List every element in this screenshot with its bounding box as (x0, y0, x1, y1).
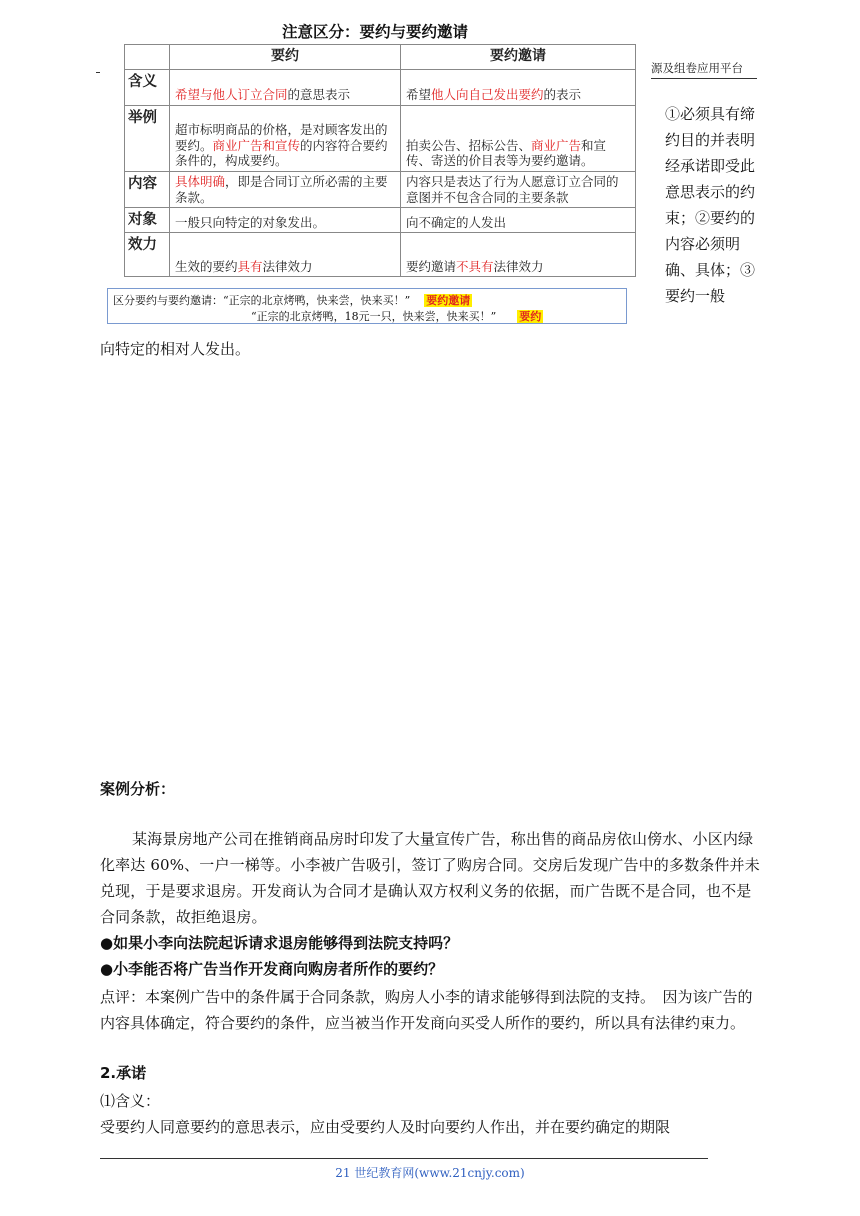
comparison-row (125, 172, 636, 208)
column-header-invitation: 要约邀请 (401, 45, 636, 70)
cell-text-segment: 的表示 (543, 87, 582, 103)
example-tag-offer: 要约 (519, 310, 542, 323)
cell-text-segment: 商业广告和宣传 (212, 137, 301, 153)
offer-vs-invitation-figure (99, 14, 651, 324)
comparison-row (125, 70, 636, 106)
cell-text-segment: 的意思表示 (287, 87, 351, 103)
column-header-offer: 要约 (170, 45, 401, 70)
comparison-table (124, 44, 636, 277)
corner-cell (125, 45, 170, 70)
cell-text-segment: 生效的要约 (175, 258, 238, 274)
case-commentary: 点评：本案例广告中的条件属于合同条款，购房人小李的请求能够得到法院的支持。 因为该广告的内容具体确定，符合要约的条件，应当被当作开发商向买受人所作的要约，所以具有法律约束力。 (100, 988, 753, 1032)
row-label: 效力 (125, 233, 170, 277)
offer-cell (170, 70, 401, 106)
invitation-cell (401, 70, 636, 106)
cell-text-segment: 法律效力 (493, 258, 544, 274)
cell-text-segment: 不具有 (456, 258, 494, 274)
cell-text-segment: 拍卖公告、招标公告、 (406, 137, 532, 153)
cell-text-segment: 他人向自己发出要约 (431, 87, 544, 103)
section-heading-acceptance: 2.承诺 (100, 1064, 147, 1082)
case-analysis-heading: 案例分析： (100, 780, 176, 798)
row-label: 举例 (125, 106, 170, 172)
cell-text-segment: 具体明确 (175, 174, 226, 189)
example-line-2: “正宗的北京烤鸭，18元一只，快来尝，快来买！” (251, 310, 497, 323)
offer-cell (170, 208, 401, 233)
comparison-row (125, 233, 636, 277)
cell-text-segment: 的内容符合要约条件的，构成要约。 (175, 137, 388, 169)
page-header-text: 源及组卷应用平台 (651, 61, 743, 75)
invitation-cell (401, 172, 636, 208)
cell-text-segment: 具有 (237, 258, 263, 274)
offer-cell (170, 106, 401, 172)
cell-text-segment: ，即是合同订立所必需的主要条款。 (175, 174, 388, 205)
comparison-table-body (125, 70, 636, 277)
case-question-2: ●小李能否将广告当作开发商向购房者所作的要约？ (100, 960, 444, 978)
distinction-example-box (107, 288, 627, 324)
header-rule-fragment (96, 72, 100, 73)
row-label: 对象 (125, 208, 170, 233)
cell-text-segment: 希望与他人订立合同 (175, 87, 288, 103)
cell-text-segment: 希望 (406, 87, 432, 103)
case-question-1: ●如果小李向法院起诉请求退房能够得到法院支持吗？ (100, 934, 459, 952)
cell-text-segment: 内容只是表达了行为人愿意订立合同的意图并不包含合同的主要条款 (406, 174, 619, 205)
invitation-cell (401, 106, 636, 172)
offer-cell (170, 233, 401, 277)
subsection-meaning: ⑴含义： (100, 1092, 161, 1110)
cell-text-segment: 一般只向特定的对象发出。 (175, 214, 326, 230)
cell-text-segment: 要约邀请 (406, 258, 457, 274)
acceptance-definition: 受要约人同意要约的意思表示，应由受要约人及时向要约人作出，并在要约确定的期限 (100, 1118, 671, 1136)
figure-title: 注意区分：要约与要约邀请 (281, 23, 468, 41)
example-line-1: 区分要约与要约邀请：“正宗的北京烤鸭，快来尝，快来买！” (113, 294, 411, 307)
cell-text-segment: 向不确定的人发出 (406, 214, 507, 230)
invitation-cell (401, 233, 636, 277)
cell-text-segment: 和宣传、寄送的价目表等为要约邀请。 (406, 137, 607, 169)
offer-conditions-text: ①必须具有缔约目的并表明经承诺即受此意思表示的约束；②要约的内容必须明确、具体；③要约一般 (665, 105, 756, 305)
example-tag-invitation: 要约邀请 (426, 294, 471, 307)
comparison-row (125, 106, 636, 172)
footer-rule (100, 1158, 708, 1159)
offer-cell (170, 172, 401, 208)
case-description: 某海景房地产公司在推销商品房时印发了大量宣传广告，称出售的商品房依山傍水、小区内绿化率达 60%、一户一梯等。小李被广告吸引，签订了购房合同。交房后发现广告中的多数条件并未兑现，于是要求退房。开发商认为合同才是确认双方权利义务的依据，而广告既不是合同，也不是合同条款，故拒绝退房。 (100, 830, 760, 926)
invitation-cell (401, 208, 636, 233)
cell-text-segment: 商业广告 (531, 137, 582, 153)
header-rule (651, 78, 757, 79)
row-label: 含义 (125, 70, 170, 106)
row-label: 内容 (125, 172, 170, 208)
cell-text-segment: 超市标明商品的价格，是对顾客发出的要约。 (175, 122, 388, 153)
cell-text-segment: 法律效力 (262, 258, 313, 274)
comparison-row (125, 208, 636, 233)
offer-conditions-continuation: 向特定的相对人发出。 (100, 340, 251, 358)
page-footer: 21 世纪教育网(www.21cnjy.com) (335, 1166, 525, 1180)
